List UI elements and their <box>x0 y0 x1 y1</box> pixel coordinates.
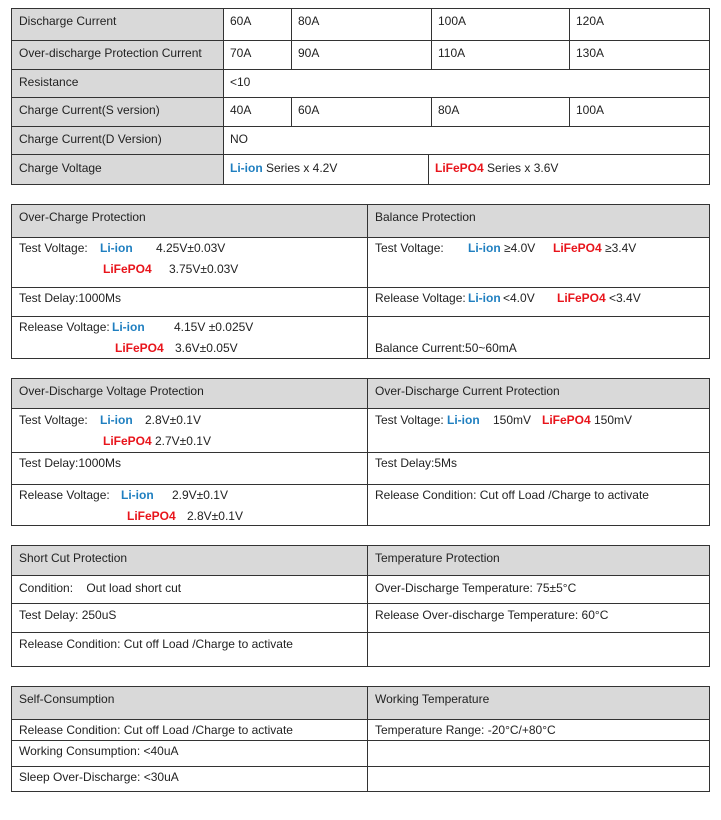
lifepo4-label: LiFePO4 <box>127 509 176 523</box>
occ-test-voltage-label: Test Voltage: <box>19 241 88 255</box>
lifepo4-label: LiFePO4 <box>103 262 152 276</box>
over-discharge-voltage-protection-title: Over-Discharge Voltage Protection <box>19 384 204 398</box>
bal-release-lifepo4-value: <3.4V <box>609 291 641 305</box>
lifepo4-label: LiFePO4 <box>115 341 164 355</box>
occ-release-voltage-label: Release Voltage: <box>19 320 110 334</box>
lifepo4-label: LiFePO4 <box>553 241 602 255</box>
bal-lifepo4-value: ≥3.4V <box>605 241 637 255</box>
self-consumption-table <box>11 686 710 792</box>
spec-value: 80A <box>298 14 320 28</box>
odv-release-voltage-label: Release Voltage: <box>19 488 110 502</box>
occ-lifepo4-value: 3.75V±0.03V <box>169 262 239 276</box>
over-charge-balance-table <box>11 204 710 359</box>
odv-test-voltage-label: Test Voltage: <box>19 413 88 427</box>
odv-test-delay: Test Delay:1000Ms <box>19 456 122 470</box>
bal-test-voltage-label: Test Voltage: <box>375 241 444 255</box>
balance-current: Balance Current:50~60mA <box>375 341 517 355</box>
charge-voltage-lifepo4 <box>435 161 558 175</box>
liion-label: Li-ion <box>100 413 133 427</box>
short-cut-release-condition: Release Condition: Cut off Load /Charge to activate <box>19 637 293 651</box>
short-cut-temperature-table <box>11 545 710 667</box>
liion-label: Li-ion <box>468 241 501 255</box>
liion-label: Li-ion <box>447 413 480 427</box>
spec-value: 120A <box>576 14 605 28</box>
liion-value: Series x 4.2V <box>262 161 338 175</box>
bal-release-voltage-label: Release Voltage: <box>375 291 466 305</box>
over-charge-protection-title: Over-Charge Protection <box>19 210 146 224</box>
bal-liion-value: ≥4.0V <box>504 241 536 255</box>
liion-label: Li-ion <box>112 320 145 334</box>
lifepo4-value: Series x 3.6V <box>483 161 559 175</box>
occ-release-liion-value: 4.15V ±0.025V <box>174 320 254 334</box>
odc-test-voltage-label: Test Voltage: <box>375 413 444 427</box>
lifepo4-label: LiFePO4 <box>435 161 484 175</box>
spec-value: 60A <box>230 14 252 28</box>
short-cut-condition: Condition: Out load short cut <box>19 581 182 595</box>
spec-table <box>11 8 710 185</box>
temperature-protection-title: Temperature Protection <box>375 551 500 565</box>
spec-value: 100A <box>576 103 605 117</box>
odc-release-condition: Release Condition: Cut off Load /Charge to activate <box>375 488 649 502</box>
working-consumption: Working Consumption: <40uA <box>19 744 179 758</box>
odv-release-liion-value: 2.9V±0.1V <box>172 488 228 502</box>
spec-value: 40A <box>230 103 252 117</box>
charge-voltage-liion <box>230 161 337 175</box>
balance-protection-title: Balance Protection <box>375 210 476 224</box>
liion-label: Li-ion <box>468 291 501 305</box>
spec-label-charge-voltage: Charge Voltage <box>19 161 102 175</box>
temperature-range: Temperature Range: -20°C/+80°C <box>375 723 556 737</box>
over-discharge-table <box>11 378 710 526</box>
spec-value: 70A <box>230 46 252 60</box>
spec-value: 80A <box>438 103 460 117</box>
occ-test-delay: Test Delay:1000Ms <box>19 291 122 305</box>
spec-value: <10 <box>230 75 251 89</box>
occ-release-lifepo4-value: 3.6V±0.05V <box>175 341 238 355</box>
lifepo4-label: LiFePO4 <box>103 434 152 448</box>
spec-value: 90A <box>298 46 320 60</box>
spec-label-resistance: Resistance <box>19 75 79 89</box>
spec-value: 100A <box>438 14 467 28</box>
odc-test-delay: Test Delay:5Ms <box>375 456 458 470</box>
odv-lifepo4-value: 2.7V±0.1V <box>155 434 211 448</box>
self-consumption-release-condition: Release Condition: Cut off Load /Charge to activate <box>19 723 293 737</box>
lifepo4-label: LiFePO4 <box>542 413 591 427</box>
liion-label: Li-ion <box>100 241 133 255</box>
liion-label: Li-ion <box>230 161 263 175</box>
spec-label-charge-current-s: Charge Current(S version) <box>19 103 160 117</box>
release-over-discharge-temperature: Release Over-discharge Temperature: 60°C <box>375 608 609 622</box>
working-temperature-title: Working Temperature <box>375 692 490 706</box>
odc-liion-value: 150mV <box>493 413 532 427</box>
spec-label-discharge-current: Discharge Current <box>19 14 117 28</box>
short-cut-test-delay: Test Delay: 250uS <box>19 608 117 622</box>
occ-liion-value: 4.25V±0.03V <box>156 241 226 255</box>
spec-label-charge-current-d: Charge Current(D Version) <box>19 132 162 146</box>
odv-release-lifepo4-value: 2.8V±0.1V <box>187 509 243 523</box>
short-cut-protection-title: Short Cut Protection <box>19 551 128 565</box>
spec-value: 60A <box>298 103 320 117</box>
self-consumption-title: Self-Consumption <box>19 692 115 706</box>
liion-label: Li-ion <box>121 488 154 502</box>
over-discharge-current-protection-title: Over-Discharge Current Protection <box>375 384 560 398</box>
spec-value: NO <box>230 132 248 146</box>
spec-value: 130A <box>576 46 605 60</box>
spec-label-over-discharge-current: Over-discharge Protection Current <box>19 46 202 60</box>
odc-lifepo4-value: 150mV <box>594 413 633 427</box>
lifepo4-label: LiFePO4 <box>557 291 606 305</box>
over-discharge-temperature: Over-Discharge Temperature: 75±5°C <box>375 581 577 595</box>
spec-value: 110A <box>438 46 466 60</box>
bal-release-liion-value: <4.0V <box>503 291 535 305</box>
odv-liion-value: 2.8V±0.1V <box>145 413 201 427</box>
sleep-over-discharge: Sleep Over-Discharge: <30uA <box>19 770 179 784</box>
